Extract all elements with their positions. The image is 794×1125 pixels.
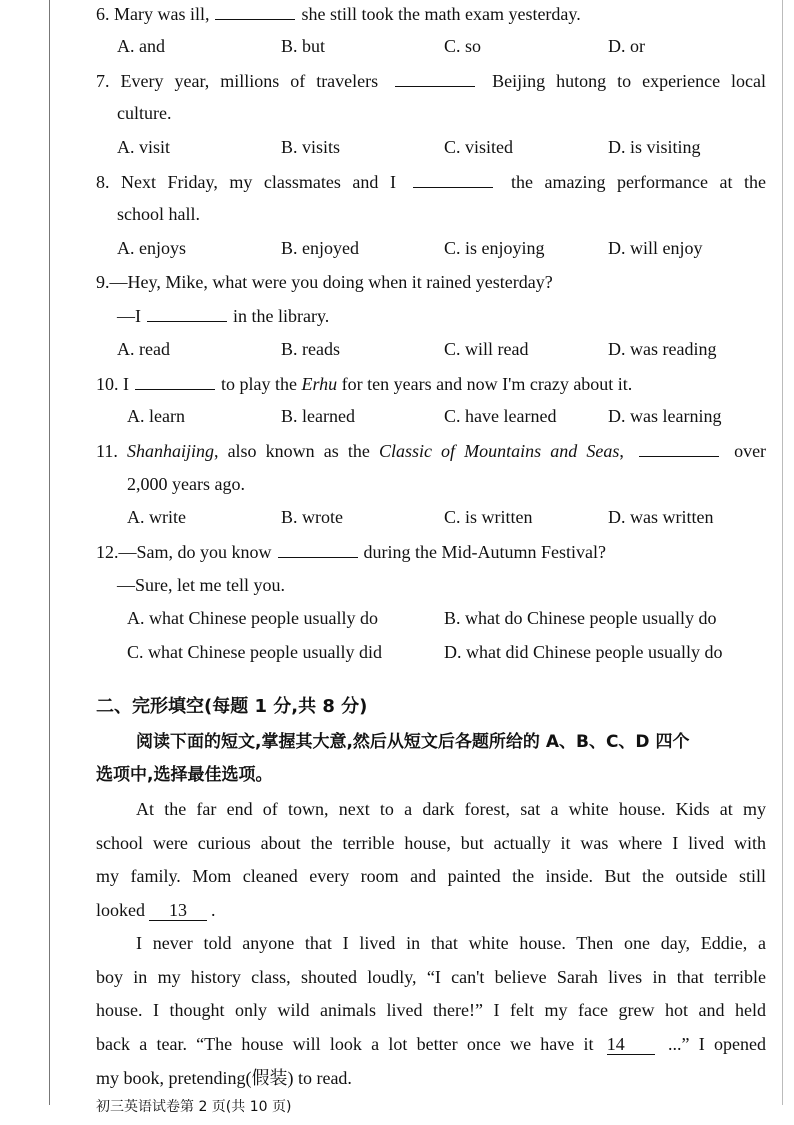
answer-blank (135, 372, 215, 390)
passage-p2-line3: house. I thought only wild animals lived there!” I felt my face grew hot and held (96, 1000, 766, 1020)
q9-option-d: D. was reading (608, 339, 717, 359)
question-10: 10. I to play the Erhu for ten years and now I'm crazy about it. (96, 374, 633, 394)
question-12: 12.—Sam, do you know during the Mid-Autumn Festival? (96, 542, 606, 562)
question-6: 6. Mary was ill, she still took the math exam yesterday. (96, 4, 581, 24)
answer-blank (215, 2, 295, 20)
passage-p2-line4: back a tear. “The house will look a lot better once we have it 14 ...” I opened (96, 1034, 767, 1054)
answer-blank (413, 170, 493, 188)
page-footer: 初三英语试卷第 2 页(共 10 页) (96, 1099, 292, 1115)
passage-p1-line1: At the far end of town, next to a dark forest, sat a white house. Kids at my (136, 799, 766, 819)
q10-option-b: B. learned (281, 406, 355, 426)
q7-continuation: culture. (117, 103, 172, 123)
passage-p1-line2: school were curious about the terrible house, but actually it was where I lived with (96, 833, 766, 853)
passage-p1-line3: my family. Mom cleaned every room and painted the inside. But the outside still (96, 866, 766, 886)
q12-option-c: C. what Chinese people usually did (127, 642, 382, 662)
section-instruction-line1: 阅读下面的短文,掌握其大意,然后从短文后各题所给的 A、B、C、D 四个 (136, 732, 690, 752)
q8-option-a: A. enjoys (117, 238, 186, 258)
q9-answer-line: —I in the library. (117, 306, 330, 326)
answer-blank (278, 540, 358, 558)
passage-p2-line2: boy in my history class, shouted loudly, “I can't believe Sarah lives in that terrible (96, 967, 766, 987)
cloze-blank-14: 14 (607, 1034, 655, 1055)
q10-option-c: C. have learned (444, 406, 557, 426)
q9-option-a: A. read (117, 339, 170, 359)
margin-line (49, 0, 50, 1105)
passage-p1-line4: looked 13 . (96, 900, 216, 920)
answer-blank (639, 439, 719, 457)
passage-p2-line1: I never told anyone that I lived in that white house. Then one day, Eddie, a (136, 933, 766, 953)
section-instruction-line2: 选项中,选择最佳选项。 (96, 765, 273, 785)
q7-option-d: D. is visiting (608, 137, 701, 157)
q9-option-b: B. reads (281, 339, 340, 359)
cloze-blank-13: 13 (149, 900, 207, 921)
q8-option-d: D. will enjoy (608, 238, 703, 258)
question-11: 11. Shanhaijing, also known as the Classic of Mountains and Seas, over (96, 441, 767, 461)
q12-reply: —Sure, let me tell you. (117, 575, 285, 595)
q11-option-a: A. write (127, 507, 186, 527)
q10-option-d: D. was learning (608, 406, 722, 426)
q6-option-c: C. so (444, 36, 482, 56)
q11-option-d: D. was written (608, 507, 714, 527)
q12-option-b: B. what do Chinese people usually do (444, 608, 717, 628)
q11-option-c: C. is written (444, 507, 533, 527)
q11-option-b: B. wrote (281, 507, 343, 527)
q12-option-d: D. what did Chinese people usually do (444, 642, 723, 662)
passage-p2-line5: my book, pretending(假装) to read. (96, 1068, 352, 1088)
section-title: 二、完形填空(每题 1 分,共 8 分) (96, 696, 368, 717)
q6-option-a: A. and (117, 36, 165, 56)
erhu-italic: Erhu (301, 374, 338, 394)
q12-option-a: A. what Chinese people usually do (127, 608, 378, 628)
question-9: 9.—Hey, Mike, what were you doing when it rained yesterday? (96, 272, 553, 292)
answer-blank (395, 69, 475, 87)
q7-option-a: A. visit (117, 137, 171, 157)
q6-option-b: B. but (281, 36, 326, 56)
q8-option-b: B. enjoyed (281, 238, 359, 258)
answer-blank (147, 304, 227, 322)
q8-option-c: C. is enjoying (444, 238, 545, 258)
q6-option-d: D. or (608, 36, 645, 56)
q9-option-c: C. will read (444, 339, 529, 359)
question-7: 7. Every year, millions of travelers Beijing hutong to experience local (96, 71, 767, 91)
q8-continuation: school hall. (117, 204, 200, 224)
q7-option-b: B. visits (281, 137, 341, 157)
q10-option-a: A. learn (127, 406, 185, 426)
right-edge-line (782, 0, 783, 1105)
question-8: 8. Next Friday, my classmates and I the amazing performance at the (96, 172, 767, 192)
q11-continuation: 2,000 years ago. (127, 474, 245, 494)
q7-option-c: C. visited (444, 137, 514, 157)
